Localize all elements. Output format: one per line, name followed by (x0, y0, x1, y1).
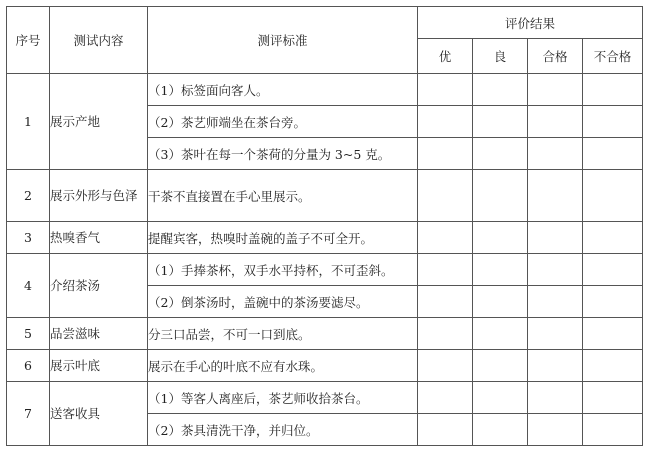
row-no: 6 (7, 350, 50, 382)
grade-cell[interactable] (583, 254, 643, 286)
grade-cell[interactable] (473, 286, 528, 318)
header-grade-good: 良 (473, 39, 528, 74)
grade-cell[interactable] (473, 254, 528, 286)
row-standard: （1）标签面向客人。 (148, 74, 418, 106)
grade-cell[interactable] (418, 414, 473, 446)
row-standard: （2）倒茶汤时，盖碗中的茶汤要滤尽。 (148, 286, 418, 318)
row-standard: （1）手捧茶杯，双手水平持杯，不可歪斜。 (148, 254, 418, 286)
grade-cell[interactable] (583, 318, 643, 350)
row-item: 送客收具 (50, 382, 148, 446)
row-standard: 干茶不直接置在手心里展示。 (148, 170, 418, 222)
grade-cell[interactable] (528, 382, 583, 414)
header-grade-excellent: 优 (418, 39, 473, 74)
grade-cell[interactable] (583, 138, 643, 170)
grade-cell[interactable] (528, 138, 583, 170)
grade-cell[interactable] (528, 318, 583, 350)
row-no: 1 (7, 74, 50, 170)
grade-cell[interactable] (418, 138, 473, 170)
header-grade-fail: 不合格 (583, 39, 643, 74)
grade-cell[interactable] (583, 222, 643, 254)
row-no: 2 (7, 170, 50, 222)
grade-cell[interactable] (418, 286, 473, 318)
row-standard: （3）茶叶在每一个茶荷的分量为 3~5 克。 (148, 138, 418, 170)
grade-cell[interactable] (473, 318, 528, 350)
grade-cell[interactable] (473, 74, 528, 106)
grade-cell[interactable] (473, 106, 528, 138)
grade-cell[interactable] (473, 414, 528, 446)
grade-cell[interactable] (418, 350, 473, 382)
grade-cell[interactable] (473, 350, 528, 382)
row-item: 品尝滋味 (50, 318, 148, 350)
grade-cell[interactable] (583, 350, 643, 382)
grade-cell[interactable] (528, 222, 583, 254)
grade-cell[interactable] (418, 170, 473, 222)
row-standard: 分三口品尝，不可一口到底。 (148, 318, 418, 350)
header-standard: 测评标准 (148, 7, 418, 74)
row-standard: （2）茶具清洗干净，并归位。 (148, 414, 418, 446)
grade-cell[interactable] (583, 414, 643, 446)
row-item: 热嗅香气 (50, 222, 148, 254)
grade-cell[interactable] (583, 106, 643, 138)
grade-cell[interactable] (473, 222, 528, 254)
header-grade-pass: 合格 (528, 39, 583, 74)
row-item: 介绍茶汤 (50, 254, 148, 318)
row-standard: （2）茶艺师端坐在茶台旁。 (148, 106, 418, 138)
grade-cell[interactable] (528, 286, 583, 318)
grade-cell[interactable] (418, 106, 473, 138)
grade-cell[interactable] (528, 170, 583, 222)
grade-cell[interactable] (418, 382, 473, 414)
row-no: 3 (7, 222, 50, 254)
grade-cell[interactable] (583, 286, 643, 318)
row-no: 4 (7, 254, 50, 318)
header-no: 序号 (7, 7, 50, 74)
grade-cell[interactable] (418, 254, 473, 286)
grade-cell[interactable] (583, 170, 643, 222)
grade-cell[interactable] (528, 106, 583, 138)
row-standard: 展示在手心的叶底不应有水珠。 (148, 350, 418, 382)
grade-cell[interactable] (528, 254, 583, 286)
grade-cell[interactable] (418, 74, 473, 106)
row-standard: （1）等客人离座后，茶艺师收拾茶台。 (148, 382, 418, 414)
grade-cell[interactable] (583, 382, 643, 414)
row-no: 5 (7, 318, 50, 350)
grade-cell[interactable] (528, 74, 583, 106)
row-item: 展示叶底 (50, 350, 148, 382)
row-item: 展示外形与色泽 (50, 170, 148, 222)
row-item: 展示产地 (50, 74, 148, 170)
grade-cell[interactable] (418, 222, 473, 254)
grade-cell[interactable] (528, 350, 583, 382)
grade-cell[interactable] (473, 170, 528, 222)
grade-cell[interactable] (473, 382, 528, 414)
row-standard: 提醒宾客，热嗅时盖碗的盖子不可全开。 (148, 222, 418, 254)
grade-cell[interactable] (418, 318, 473, 350)
header-item: 测试内容 (50, 7, 148, 74)
row-no: 7 (7, 382, 50, 446)
evaluation-table (6, 6, 643, 446)
header-result: 评价结果 (418, 7, 643, 39)
grade-cell[interactable] (473, 138, 528, 170)
grade-cell[interactable] (528, 414, 583, 446)
grade-cell[interactable] (583, 74, 643, 106)
